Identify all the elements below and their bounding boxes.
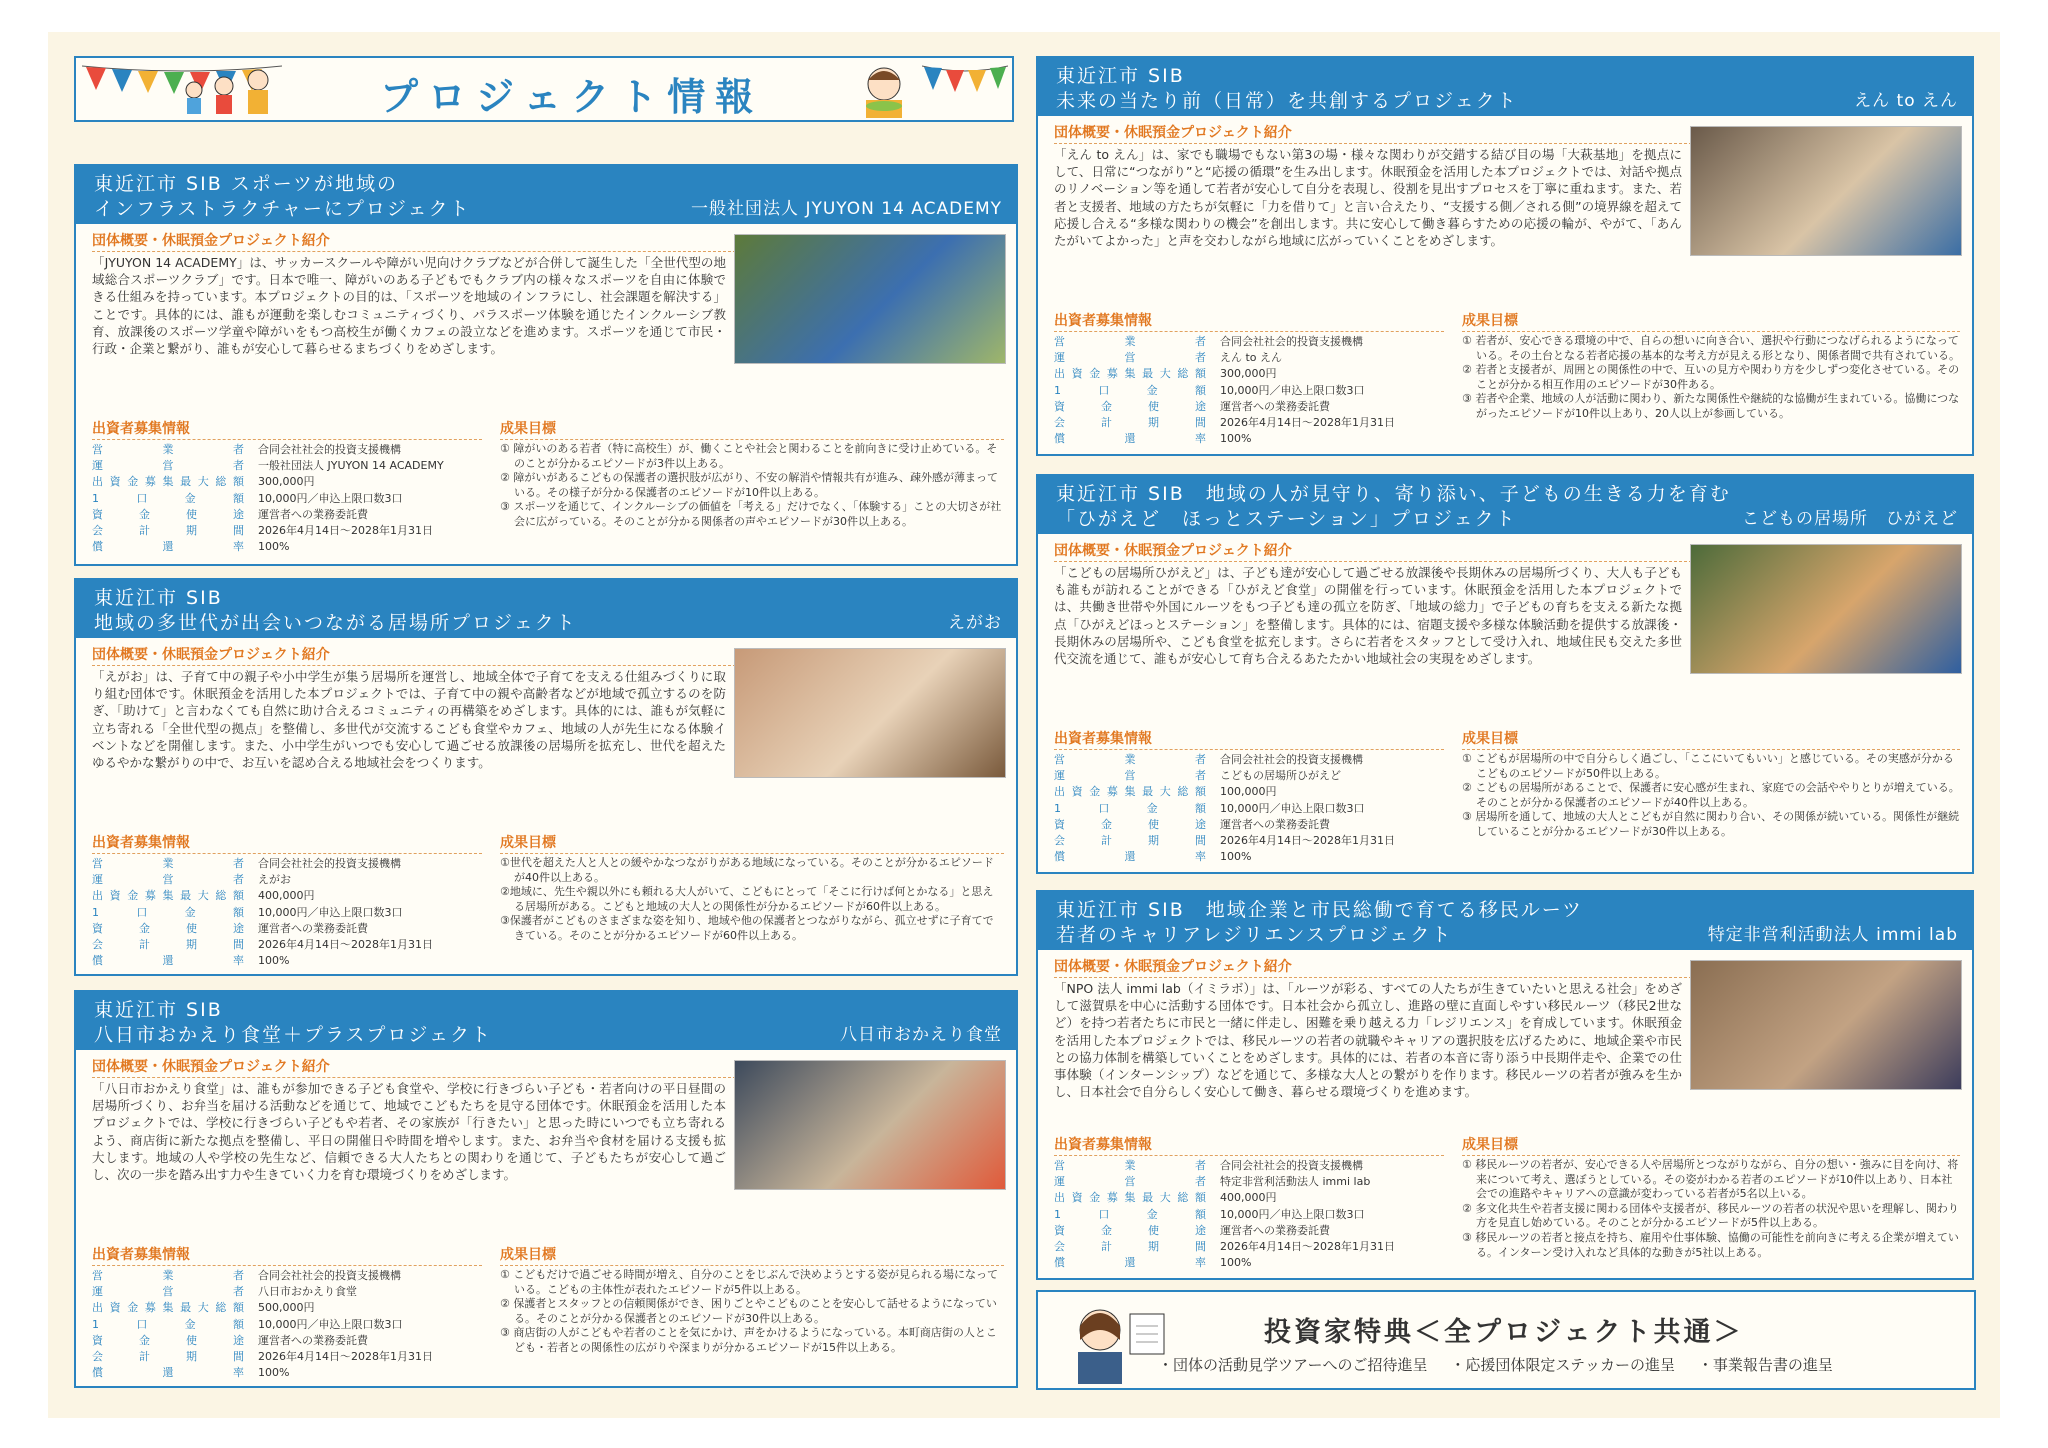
- investor-row: [92, 1300, 482, 1316]
- investor-row: [92, 1317, 482, 1333]
- investor-key: 営業者: [92, 443, 244, 456]
- investor-row: [1054, 1174, 1444, 1190]
- investor-value: 2026年4月14日〜2028年1月31日: [258, 1350, 433, 1364]
- investor-value: 10,000円／申込上限口数3口: [1220, 801, 1365, 815]
- investor-value: 運営者への業務委託費: [258, 507, 368, 521]
- goal-item: ② 保護者とスタッフとの信頼関係ができ、困りごとやこどものことを安心して話せるようになっている。そのことが分かる保護者とのエピソードが30件以上ある。: [500, 1297, 997, 1325]
- investor-value: こどもの居場所ひがえど: [1220, 769, 1341, 783]
- investor-section-title: 出資者募集情報: [1054, 310, 1444, 330]
- investor-key: 営業者: [1054, 1159, 1206, 1172]
- investor-value: 一般社団法人 JYUYON 14 ACADEMY: [258, 459, 444, 473]
- project-card-egao: [74, 578, 1018, 976]
- project-title-line1: 東近江市 SIB: [94, 587, 223, 609]
- investor-info: [1054, 1134, 1444, 1271]
- goals-section-title: 成果目標: [500, 832, 1004, 852]
- intro-text: 「えん to えん」は、家でも職場でもない第3の場・様々な関わりが交錯する結び目の場「大萩基地」を拠点にして、日常に“つながり”と“応援の循環”を生み出します。休眠預金を活用した本プロジェクトでは、対話や拠点のリノベーション等を通して若者が安心して自分を表現し、役割を見出すプロセスを丁寧に重ねます。また、若者と支援者、地域の方たちが気軽に「力を借りて」と言い合えたり、“支援する側／される側”の境界線を超えて応援し合える“多様な関わりの機会”を創出します。共に安心して働き暮らすための応援の輪が、やがて、「あんたがいてよかった」と声を交わしながら地域に広がっていくことをめざします。: [1054, 147, 1682, 249]
- investor-value: 300,000円: [1220, 367, 1277, 381]
- investor-row: [92, 888, 482, 904]
- benefit-title: 投資家特典＜全プロジェクト共通＞: [1264, 1317, 1744, 1348]
- project-title-line1: 東近江市 SIB スポーツが地域の: [94, 173, 399, 195]
- organization-name: えん to えん: [1854, 91, 1958, 111]
- project-title-line1: 東近江市 SIB: [94, 999, 223, 1021]
- investor-key: 資金使途: [92, 1333, 244, 1347]
- investor-value: 2026年4月14日〜2028年1月31日: [1220, 834, 1395, 848]
- investor-value: 100%: [1220, 850, 1252, 864]
- project-title-line1: 東近江市 SIB: [1056, 65, 1185, 87]
- investor-key: 償還率: [1054, 850, 1206, 864]
- project-card-immi-lab: [1036, 890, 1974, 1280]
- goal-item: ③ 移民ルーツの若者と接点を持ち、雇用や仕事体験、協働の可能性を前向きに考える企業が増えている。インターン受け入れなど具体的な動きが5社以上ある。: [1462, 1230, 1959, 1259]
- project-card-sports: [74, 164, 1018, 566]
- goals-section-title: 成果目標: [1462, 310, 1960, 330]
- investor-value: 10,000円／申込上限口数3口: [258, 905, 403, 919]
- investor-row: [92, 507, 482, 523]
- investor-row: [92, 442, 482, 458]
- goal-item: ① 若者が、安心できる環境の中で、自らの想いに向き合い、選択や行動につなげられるようになっている。その土台となる若者応援の基本的な考え方が見える形となり、関係者間で共有されている。: [1462, 334, 1960, 362]
- investor-key: 1口金額: [92, 905, 244, 919]
- goal-item: ② 多文化共生や若者支援に関わる団体や支援者が、移民ルーツの若者の状況や思いを理解し、関わり方を見直し始めている。そのことが分かるエピソードが5件以上ある。: [1462, 1201, 1959, 1230]
- project-title-line2: 「ひがえど ほっとステーション」プロジェクト: [1056, 508, 1517, 530]
- investor-key: 会計期間: [92, 1350, 244, 1364]
- organization-name: えがお: [948, 613, 1002, 633]
- investor-info: [92, 418, 482, 555]
- project-title-line2: 未来の当たり前（日常）を共創するプロジェクト: [1056, 90, 1518, 112]
- investor-value: 運営者への業務委託費: [258, 921, 368, 935]
- project-card-header: [76, 580, 1016, 638]
- project-photo: [1690, 960, 1962, 1090]
- cooking-woman-icon: [844, 62, 924, 118]
- project-photo: [734, 648, 1006, 778]
- goal-item: ① 移民ルーツの若者が、安心できる人や居場所とつながりながら、自分の想い・強みに目を向け、将来について考え、選ぼうとしている。その姿がわかる若者のエピソードが10件以上あり、日本社会での進路やキャリアへの意識が変わっている若者が5名以上いる。: [1462, 1158, 1959, 1201]
- investor-value: 100%: [258, 540, 290, 554]
- investor-value: 500,000円: [258, 1301, 315, 1315]
- investor-row: [1054, 350, 1444, 366]
- goals-block: [1462, 310, 1960, 422]
- investor-value: 400,000円: [258, 889, 315, 903]
- investor-section-title: 出資者募集情報: [92, 832, 482, 852]
- investor-value: 特定非営利活動法人 immi lab: [1220, 1175, 1371, 1189]
- investor-key: 出資金募集最大総額: [92, 1301, 244, 1315]
- investor-value: 合同会社社会的投資支援機構: [258, 857, 401, 870]
- investor-key: 会計期間: [92, 524, 244, 538]
- investor-key: 出資金募集最大総額: [1054, 1191, 1206, 1205]
- benefit-item: ・事業報告書の進呈: [1697, 1356, 1833, 1374]
- investor-value: 2026年4月14日〜2028年1月31日: [258, 938, 433, 952]
- investor-value: 八日市おかえり食堂: [258, 1285, 357, 1299]
- investor-key: 出資金募集最大総額: [1054, 367, 1206, 381]
- investor-info: [92, 832, 482, 969]
- investor-section-title: 出資者募集情報: [92, 1244, 482, 1264]
- intro-section-title: 団体概要・休眠預金プロジェクト紹介: [1054, 956, 1692, 976]
- investor-key: 運営者: [92, 873, 244, 887]
- investor-key: 会計期間: [92, 938, 244, 952]
- investor-row: [92, 872, 482, 888]
- investor-row: [1054, 752, 1444, 768]
- goal-item: ①世代を超えた人と人との緩やかなつながりがある地域になっている。そのことが分かるエピソードが40件以上ある。: [500, 856, 994, 884]
- investor-value: えん to えん: [1220, 351, 1283, 365]
- investor-key: 会計期間: [1054, 1240, 1206, 1254]
- investor-row: [1054, 366, 1444, 382]
- intro-text: 「NPO 法人 immi lab（イミラボ）」は、「ルーツが彩る、すべての人たちが生きていたいと思える社会」をめざして滋賀県を中心に活動する団体です。日本社会から孤立し、進路の壁に直面しやすい移民ルーツ（移民2世など）を持つ若者たちに市民と一緒に伴走し、困難を乗り越える力「レジリエンス」を育成しています。休眠預金を活用した本プロジェクトでは、移民ルーツの若者の就職やキャリアの選択肢を広げるために、地域企業や市民との協力体制を構築していくことをめざします。具体的には、若者の本音に寄り添う中長期伴走や、企業での仕事体験（インターンシップ）などを通じて、多様な大人との繋がりを作ります。移民ルーツの若者が強みを生かし、日本社会で自分らしく安心して働き、暮らせる環境づくりを進めます。: [1054, 981, 1683, 1100]
- investor-row: [1054, 1190, 1444, 1206]
- investor-key: 償還率: [1054, 432, 1206, 446]
- investor-row: [1054, 431, 1444, 447]
- investor-value: 300,000円: [258, 475, 315, 489]
- goal-item: ③保護者がこどものさまざまな姿を知り、地域や他の保護者とつながりながら、孤立せずに子育てできている。そのことが分かるエピソードが60件以上ある。: [500, 914, 994, 942]
- investor-value: 100%: [258, 1366, 290, 1380]
- investor-key: 1口金額: [1054, 1207, 1206, 1221]
- project-card-header: [1038, 892, 1972, 950]
- investor-key: 1口金額: [1054, 801, 1206, 815]
- page-header: [74, 56, 1014, 122]
- goal-item: ② 若者と支援者が、周囲との関係性の中で、互いの見方や関わり方を少しずつ変化させている。そのことが分かる相互作用のエピソードが30件ある。: [1462, 363, 1960, 391]
- intro-section-title: 団体概要・休眠預金プロジェクト紹介: [92, 230, 736, 250]
- investor-key: 運営者: [1054, 1175, 1206, 1189]
- investor-row: [92, 921, 482, 937]
- goal-item: ③ 若者や企業、地域の人が活動に関わり、新たな関係性や継続的な協働が生まれている。協働につながったエピソードが10件以上あり、20人以上が参画している。: [1462, 392, 1960, 420]
- organization-name: 一般社団法人 JYUYON 14 ACADEMY: [691, 199, 1002, 219]
- investor-row: [92, 905, 482, 921]
- goal-item: ② 障がいがあるこどもの保護者の選択肢が広がり、不安の解消や情報共有が進み、疎外感が薄まっている。その様子が分かる保護者のエピソードが10件以上ある。: [500, 471, 999, 499]
- investor-key: 1口金額: [1054, 383, 1206, 397]
- goal-item: ② こどもの居場所があることで、保護者に安心感が生まれ、家庭での会話ややりとりが増えている。そのことが分かる保護者のエピソードが40件以上ある。: [1462, 781, 1960, 809]
- goals-section-title: 成果目標: [500, 1244, 1004, 1264]
- project-title-line2: 八日市おかえり食堂＋プラスプロジェクト: [94, 1024, 493, 1046]
- project-photo: [734, 1060, 1006, 1190]
- goal-item: ① こどもが居場所の中で自分らしく過ごし、「ここにいてもいい」と感じている。その実感が分かるこどものエピソードが50件以上ある。: [1462, 752, 1954, 780]
- goal-item: ③ スポーツを通じて、インクルーシブの価値を「考える」だけでなく、「体験する」ことの大切さが社会に広がっている。そのことが分かる関係者の声やエピソードが30件以上ある。: [500, 500, 1002, 528]
- investor-key: 償還率: [92, 954, 244, 968]
- investor-row: [1054, 383, 1444, 399]
- investor-info: [1054, 310, 1444, 447]
- investor-value: 10,000円／申込上限口数3口: [1220, 383, 1365, 397]
- investor-row: [1054, 399, 1444, 415]
- investor-value: 10,000円／申込上限口数3口: [258, 1317, 403, 1331]
- goal-item: ① 障がいのある若者（特に高校生）が、働くことや社会と関わることを前向きに受け止めている。そのことが分かるエピソードが3件以上ある。: [500, 442, 998, 470]
- investor-key: 出資金募集最大総額: [92, 475, 244, 489]
- goals-block: [1462, 1134, 1960, 1260]
- investor-row: [92, 856, 482, 872]
- project-card-header: [76, 992, 1016, 1050]
- investor-key: 運営者: [1054, 351, 1206, 365]
- goals-block: [1462, 728, 1960, 840]
- bunting-right-icon: [922, 62, 1008, 96]
- investor-row: [1054, 1239, 1444, 1255]
- investor-row: [92, 1349, 482, 1365]
- intro-text: 「えがお」は、子育て中の親子や小中学生が集う居場所を運営し、地域全体で子育てを支える仕組みづくりに取り組む団体です。休眠預金を活用した本プロジェクトでは、子育て中の親や高齢者などが地域で孤立するのを防ぎ、「助けて」と言わなくても自然に助け合えるコミュニティの再構築をめざします。具体的には、誰もが気軽に立ち寄れる「全世代型の拠点」を整備し、多世代が交流するこども食堂やカフェ、地域の人が先生になる体験イベントなどを開催します。また、小中学生がいつでも安心して過ごせる放課後の居場所を拡充し、世代を超えたゆるやかな繋がりの中で、お互いを認め合える地域社会をつくります。: [92, 669, 726, 771]
- investor-value: えがお: [258, 873, 291, 887]
- investor-value: 100%: [1220, 432, 1252, 446]
- investor-row: [92, 458, 482, 474]
- investor-key: 営業者: [1054, 335, 1206, 348]
- project-title-line1: 東近江市 SIB 地域企業と市民総働で育てる移民ルーツ: [1056, 899, 1583, 921]
- investor-key: 運営者: [92, 1285, 244, 1299]
- investor-row: [92, 1284, 482, 1300]
- investor-key: 営業者: [92, 857, 244, 870]
- investor-key: 会計期間: [1054, 834, 1206, 848]
- benefit-item: ・団体の活動見学ツアーへのご招待進呈: [1158, 1356, 1428, 1374]
- project-card-header: [76, 166, 1016, 224]
- investor-value: 100,000円: [1220, 785, 1277, 799]
- investor-key: 資金使途: [92, 507, 244, 521]
- investor-row: [1054, 849, 1444, 865]
- investor-value: 400,000円: [1220, 1191, 1277, 1205]
- investor-value: 2026年4月14日〜2028年1月31日: [1220, 416, 1395, 430]
- investor-row: [1054, 334, 1444, 350]
- investor-row: [1054, 833, 1444, 849]
- investor-key: 出資金募集最大総額: [92, 889, 244, 903]
- investor-value: 2026年4月14日〜2028年1月31日: [258, 524, 433, 538]
- intro-section-title: 団体概要・休眠預金プロジェクト紹介: [1054, 122, 1692, 142]
- family-illustration-icon: [174, 68, 294, 118]
- project-photo: [1690, 126, 1962, 256]
- goals-block: [500, 418, 1004, 530]
- investor-row: [92, 1365, 482, 1381]
- project-photo: [734, 234, 1006, 364]
- investor-row: [1054, 801, 1444, 817]
- investor-value: 運営者への業務委託費: [1220, 1223, 1330, 1237]
- investor-value: 100%: [258, 954, 290, 968]
- project-title-line2: 地域の多世代が出会いつながる居場所プロジェクト: [94, 612, 577, 634]
- project-card-en-to-en: [1036, 56, 1974, 456]
- project-title-line2: インフラストラクチャーにプロジェクト: [94, 198, 471, 220]
- investor-value: 10,000円／申込上限口数3口: [258, 491, 403, 505]
- investor-key: 資金使途: [1054, 399, 1206, 413]
- investor-row: [92, 1268, 482, 1284]
- investor-row: [1054, 1223, 1444, 1239]
- investor-key: 1口金額: [92, 1317, 244, 1331]
- project-title-line2: 若者のキャリアレジリエンスプロジェクト: [1056, 924, 1453, 946]
- goals-section-title: 成果目標: [500, 418, 1004, 438]
- investor-key: 償還率: [1054, 1256, 1206, 1270]
- investor-row: [92, 937, 482, 953]
- investor-value: 合同会社社会的投資支援機構: [1220, 335, 1363, 348]
- investor-key: 運営者: [92, 459, 244, 473]
- investor-value: 合同会社社会的投資支援機構: [258, 443, 401, 456]
- investor-key: 営業者: [1054, 753, 1206, 766]
- goals-block: [500, 1244, 1004, 1356]
- investor-row: [1054, 768, 1444, 784]
- page-title: プロジェクト情報: [380, 75, 764, 119]
- investor-row: [92, 539, 482, 555]
- goal-item: ③ 商店街の人がこどもや若者のことを気にかけ、声をかけるようになっている。本町商店街の人とこども・若者との関係性の広がりや深まりが分かるエピソードが15件以上ある。: [500, 1326, 997, 1354]
- investor-row: [1054, 1207, 1444, 1223]
- investor-section-title: 出資者募集情報: [1054, 728, 1444, 748]
- investor-value: 合同会社社会的投資支援機構: [258, 1269, 401, 1282]
- investor-value: 100%: [1220, 1256, 1252, 1270]
- investor-info: [92, 1244, 482, 1381]
- investor-row: [92, 1333, 482, 1349]
- investor-key: 1口金額: [92, 491, 244, 505]
- investor-value: 10,000円／申込上限口数3口: [1220, 1207, 1365, 1221]
- project-photo: [1690, 544, 1962, 674]
- project-card-higaedo: [1036, 474, 1974, 874]
- project-card-header: [1038, 476, 1972, 534]
- project-card-okaeri: [74, 990, 1018, 1388]
- goal-item: ②地域に、先生や親以外にも頼れる大人がいて、こどもにとって「そこに行けば何とかなる」と思える居場所がある。こどもと地域の大人との関係性が分かるエピソードが60件以上ある。: [500, 885, 994, 913]
- investor-key: 出資金募集最大総額: [1054, 785, 1206, 799]
- investor-value: 2026年4月14日〜2028年1月31日: [1220, 1240, 1395, 1254]
- investor-key: 償還率: [92, 540, 244, 554]
- investor-row: [1054, 415, 1444, 431]
- investor-row: [92, 523, 482, 539]
- intro-section-title: 団体概要・休眠預金プロジェクト紹介: [92, 644, 736, 664]
- project-card-header: [1038, 58, 1972, 116]
- investor-info: [1054, 728, 1444, 865]
- investor-row: [1054, 1255, 1444, 1271]
- goals-block: [500, 832, 1004, 944]
- investor-section-title: 出資者募集情報: [1054, 1134, 1444, 1154]
- investor-key: 運営者: [1054, 769, 1206, 783]
- investor-value: 運営者への業務委託費: [1220, 399, 1330, 413]
- goal-item: ① こどもだけで過ごせる時間が増え、自分のことをじぶんで決めようとする姿が見られる場になっている。こどもの主体性が表れたエピソードが5件以上ある。: [500, 1268, 999, 1296]
- organization-name: 八日市おかえり食堂: [840, 1025, 1002, 1045]
- intro-text: 「こどもの居場所ひがえど」は、子ども達が安心して過ごせる放課後や長期休みの居場所づくり、大人も子どもも誰もが訪れることができる「ひがえど食堂」の開催を行っています。休眠預金を活用した本プロジェクトでは、共働き世帯や外国にルーツをもつ子ども達の孤立を防ぎ、「地域の総力」で子どもの育ちを支える新たな拠点「ひがえどほっとステーション」を整備します。具体的には、宿題支援や多様な体験活動を提供する放課後・長期休みの居場所や、こども食堂を拡充します。さらに若者をスタッフとして受け入れ、地域住民も交えた多世代交流を通じて、誰もが安心して育ち合えるあたたかい地域社会の実現をめざします。: [1054, 565, 1682, 667]
- goals-section-title: 成果目標: [1462, 728, 1960, 748]
- project-title-line1: 東近江市 SIB 地域の人が見守り、寄り添い、子どもの生きる力を育む: [1056, 483, 1731, 505]
- investor-value: 運営者への業務委託費: [258, 1333, 368, 1347]
- investor-key: 会計期間: [1054, 416, 1206, 430]
- investor-row: [92, 474, 482, 490]
- investor-key: 資金使途: [1054, 1223, 1206, 1237]
- intro-text: 「八日市おかえり食堂」は、誰もが参加できる子ども食堂や、学校に行きづらい子ども・若者向けの平日昼間の居場所づくり、お弁当を届ける活動などを通じて、地域でこどもたちを見守る団体です。休眠預金を活用した本プロジェクトでは、学校に行きづらい子どもや若者、その家族が「行きたい」と思った時にいつでも立ち寄れるよう、商店街に新たな拠点を整備し、平日の開催日や時間を増やします。また、お弁当や食材を届ける支援も拡大します。地域の人や学校の先生など、信頼できる大人たちとの関わりを通じて、子どもたちが安心して過ごし、次の一歩を踏み出す力や生きていく力を育む環境づくりをめざします。: [92, 1081, 726, 1183]
- investor-benefit-box: [1036, 1290, 1976, 1390]
- investor-row: [1054, 1158, 1444, 1174]
- investor-row: [1054, 817, 1444, 833]
- investor-value: 合同会社社会的投資支援機構: [1220, 1159, 1363, 1172]
- benefit-item: ・応援団体限定ステッカーの進呈: [1450, 1356, 1676, 1374]
- intro-section-title: 団体概要・休眠預金プロジェクト紹介: [1054, 540, 1692, 560]
- investor-row: [92, 953, 482, 969]
- investor-key: 資金使途: [1054, 817, 1206, 831]
- investor-value: 運営者への業務委託費: [1220, 817, 1330, 831]
- investor-row: [92, 491, 482, 507]
- intro-text: 「JYUYON 14 ACADEMY」は、サッカースクールや障がい児向けクラブなどが合併して誕生した「全世代型の地域総合スポーツクラブ」です。日本で唯一、障がいのある子どもでもクラブ内の様々なスポーツを自由に体験できる仕組みを持っています。本プロジェクトの目的は、「スポーツを地域のインフラにし、社会課題を解決する」ことです。具体的には、誰もが運動を楽しむコミュニティづくり、パラスポーツ体験を通じたインクルーシブ教育、放課後のスポーツ学童や障がいをもつ高校生が働くカフェの設立などを進めます。スポーツを通じて市民・行政・企業と繋がり、誰もが安心して暮らせるまちづくりをめざします。: [92, 255, 726, 357]
- benefit-list: [1158, 1354, 1851, 1375]
- investor-key: 営業者: [92, 1269, 244, 1282]
- investor-row: [1054, 784, 1444, 800]
- organization-name: こどもの居場所 ひがえど: [1742, 509, 1958, 529]
- goal-item: ③ 居場所を通して、地域の大人とこどもが自然に関わり合い、その関係が続いている。関係性が継続していることが分かるエピソードが30件以上ある。: [1462, 810, 1960, 838]
- investor-key: 資金使途: [92, 921, 244, 935]
- intro-section-title: 団体概要・休眠預金プロジェクト紹介: [92, 1056, 736, 1076]
- goals-section-title: 成果目標: [1462, 1134, 1960, 1154]
- investor-value: 合同会社社会的投資支援機構: [1220, 753, 1363, 766]
- investor-key: 償還率: [92, 1366, 244, 1380]
- organization-name: 特定非営利活動法人 immi lab: [1707, 925, 1958, 945]
- investor-section-title: 出資者募集情報: [92, 418, 482, 438]
